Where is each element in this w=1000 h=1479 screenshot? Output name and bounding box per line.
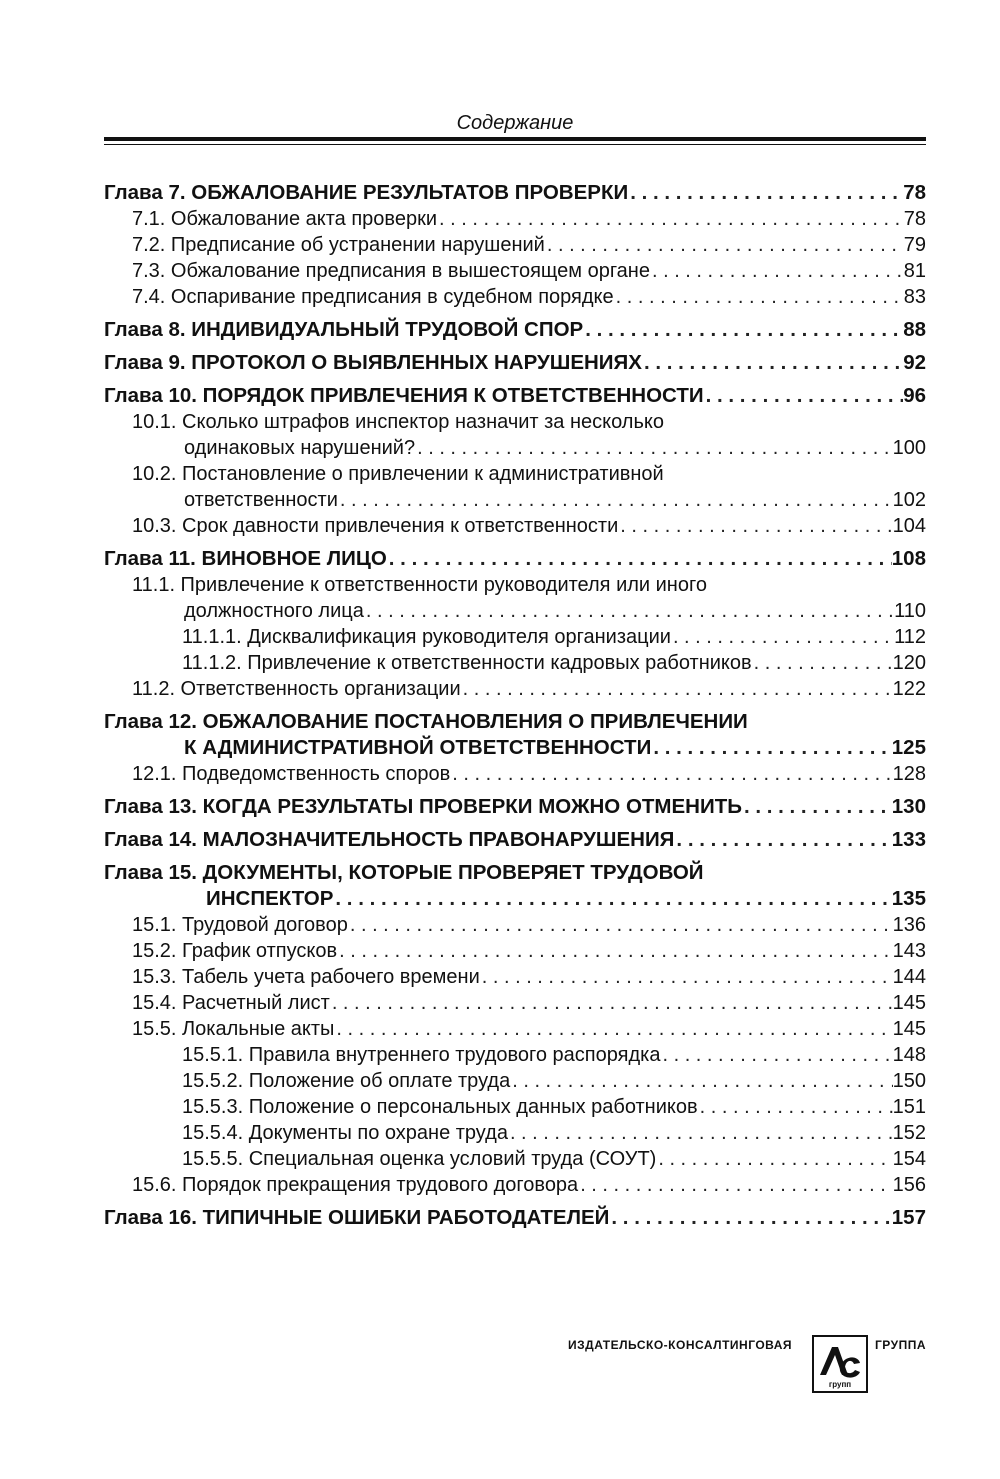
- toc-entry-subsection: [104, 1120, 926, 1146]
- toc-entry-title: Глава 10. ПОРЯДОК ПРИВЛЕЧЕНИЯ К ОТВЕТСТВЕННОСТИ: [104, 384, 704, 407]
- toc-entry-subsection: [104, 624, 926, 650]
- toc-leader-dots: [415, 435, 893, 461]
- toc-page-number: 79: [903, 234, 926, 256]
- toc-page-number: 100: [892, 437, 926, 459]
- publisher-footer: [568, 1335, 926, 1395]
- toc-entry-title: 15.4. Расчетный лист: [132, 992, 330, 1014]
- toc-leader-dots: [674, 827, 891, 853]
- toc-entry-title: 15.5.5. Специальная оценка условий труда (СОУТ): [182, 1148, 657, 1170]
- toc-entry-section: [104, 409, 926, 461]
- toc-entry-title: ответственности: [184, 489, 338, 511]
- toc-entry-section: [104, 1016, 926, 1042]
- toc-entry-title: 15.1. Трудовой договор: [132, 914, 348, 936]
- toc-page-number: 148: [892, 1044, 926, 1066]
- toc-entry-section: [104, 461, 926, 513]
- toc-page-number: 128: [892, 763, 926, 785]
- header-rule-thick: [104, 137, 926, 141]
- toc-leader-dots: [337, 938, 893, 964]
- toc-entry-title: 7.3. Обжалование предписания в вышестоящем органе: [132, 260, 650, 282]
- toc-entry-title: Глава 16. ТИПИЧНЫЕ ОШИБКИ РАБОТОДАТЕЛЕЙ: [104, 1206, 610, 1229]
- publisher-logo-icon: [812, 1335, 868, 1393]
- toc-page-number: 110: [894, 600, 926, 622]
- toc-entry-chapter: [104, 1205, 926, 1231]
- toc-entry-chapter: [104, 709, 926, 761]
- toc-entry-title: должностного лица: [184, 600, 364, 622]
- toc-page-number: 143: [892, 940, 926, 962]
- toc-leader-dots: [660, 1042, 892, 1068]
- toc-page-number: 120: [892, 652, 926, 674]
- toc-entry-section: [104, 284, 926, 310]
- svg-text:групп: групп: [828, 1380, 852, 1389]
- toc-entry-section: [104, 232, 926, 258]
- toc-leader-dots: [650, 258, 904, 284]
- toc-leader-dots: [671, 624, 894, 650]
- toc-entry-title: 15.5.3. Положение о персональных данных работников: [182, 1096, 698, 1118]
- toc-entry-title: Глава 11. ВИНОВНОЕ ЛИЦО: [104, 547, 387, 570]
- toc-leader-dots: [545, 232, 904, 258]
- toc-page-number: 122: [892, 678, 926, 700]
- toc-leader-dots: [618, 513, 892, 539]
- toc-leader-dots: [508, 1120, 893, 1146]
- table-of-contents: [104, 180, 926, 1231]
- toc-leader-dots: [609, 1205, 891, 1231]
- toc-page-number: 78: [903, 181, 926, 204]
- toc-entry-title: 10.1. Сколько штрафов инспектор назначит за несколько: [132, 411, 664, 433]
- toc-leader-dots: [742, 794, 892, 820]
- toc-leader-dots: [450, 761, 892, 787]
- publisher-label-right: ГРУППА: [874, 1338, 926, 1352]
- toc-leader-dots: [642, 350, 903, 376]
- toc-entry-title: Глава 9. ПРОТОКОЛ О ВЫЯВЛЕННЫХ НАРУШЕНИЯХ: [104, 351, 642, 374]
- toc-entry-section: [104, 572, 926, 624]
- toc-leader-dots: [651, 735, 891, 761]
- toc-leader-dots: [698, 1094, 893, 1120]
- toc-entry-title: Глава 15. ДОКУМЕНТЫ, КОТОРЫЕ ПРОВЕРЯЕТ ТРУДОВОЙ: [104, 861, 704, 884]
- toc-leader-dots: [510, 1068, 892, 1094]
- toc-entry-chapter: [104, 317, 926, 343]
- toc-page-number: 102: [892, 489, 926, 511]
- toc-leader-dots: [614, 284, 904, 310]
- page-header-title: Содержание: [456, 112, 574, 134]
- toc-page-number: 150: [892, 1070, 926, 1092]
- toc-entry-title: К АДМИНИСТРАТИВНОЙ ОТВЕТСТВЕННОСТИ: [184, 736, 652, 759]
- toc-entry-subsection: [104, 1146, 926, 1172]
- toc-leader-dots: [387, 546, 892, 572]
- toc-page-number: 125: [891, 736, 926, 759]
- toc-entry-title: 7.1. Обжалование акта проверки: [132, 208, 437, 230]
- toc-leader-dots: [330, 990, 893, 1016]
- toc-entry-title: Глава 13. КОГДА РЕЗУЛЬТАТЫ ПРОВЕРКИ МОЖНО ОТМЕНИТЬ: [104, 795, 742, 818]
- toc-page-number: 151: [892, 1096, 926, 1118]
- toc-page-number: 156: [892, 1174, 926, 1196]
- toc-page-number: 144: [892, 966, 926, 988]
- toc-entry-title: Глава 12. ОБЖАЛОВАНИЕ ПОСТАНОВЛЕНИЯ О ПРИВЛЕЧЕНИИ: [104, 710, 748, 733]
- toc-entry-title: 10.3. Срок давности привлечения к ответственности: [132, 515, 619, 537]
- toc-entry-chapter: [104, 794, 926, 820]
- toc-entry-section: [104, 258, 926, 284]
- toc-entry-title: 7.2. Предписание об устранении нарушений: [132, 234, 545, 256]
- toc-entry-section: [104, 938, 926, 964]
- toc-page-number: 133: [891, 828, 926, 851]
- publisher-label-left: ИЗДАТЕЛЬСКО-КОНСАЛТИНГОВАЯ: [568, 1338, 793, 1352]
- toc-entry-chapter: [104, 350, 926, 376]
- toc-leader-dots: [628, 180, 903, 206]
- toc-leader-dots: [333, 886, 891, 912]
- toc-entry-title: Глава 7. ОБЖАЛОВАНИЕ РЕЗУЛЬТАТОВ ПРОВЕРКИ: [104, 181, 629, 204]
- toc-entry-section: [104, 676, 926, 702]
- toc-page-number: 130: [891, 795, 926, 818]
- toc-entry-chapter: [104, 383, 926, 409]
- toc-page-number: 157: [891, 1206, 926, 1229]
- toc-page-number: 136: [892, 914, 926, 936]
- toc-entry-chapter: [104, 180, 926, 206]
- toc-leader-dots: [461, 676, 893, 702]
- toc-entry-title: 11.1.2. Привлечение к ответственности кадровых работников: [182, 652, 752, 674]
- toc-page-number: 78: [903, 208, 926, 230]
- toc-entry-title: 12.1. Подведомственность споров: [132, 763, 451, 785]
- toc-leader-dots: [578, 1172, 892, 1198]
- toc-page-number: 145: [892, 992, 926, 1014]
- toc-entry-subsection: [104, 650, 926, 676]
- toc-entry-title: одинаковых нарушений?: [184, 437, 416, 459]
- toc-page-number: 154: [892, 1148, 926, 1170]
- header-rule-thin: [104, 144, 926, 145]
- toc-page-number: 145: [892, 1018, 926, 1040]
- toc-entry-title: 11.1.1. Дисквалификация руководителя организации: [182, 626, 671, 648]
- toc-entry-subsection: [104, 1094, 926, 1120]
- toc-page-number: 81: [903, 260, 926, 282]
- toc-leader-dots: [583, 317, 903, 343]
- toc-entry-title: Глава 8. ИНДИВИДУАЛЬНЫЙ ТРУДОВОЙ СПОР: [104, 318, 584, 341]
- toc-entry-title: 11.1. Привлечение к ответственности руководителя или иного: [132, 574, 707, 596]
- toc-leader-dots: [348, 912, 893, 938]
- toc-entry-section: [104, 1172, 926, 1198]
- toc-page-number: 152: [892, 1122, 926, 1144]
- toc-entry-title: 15.3. Табель учета рабочего времени: [132, 966, 480, 988]
- toc-page-number: 96: [903, 384, 926, 407]
- toc-leader-dots: [656, 1146, 892, 1172]
- toc-entry-chapter: [104, 827, 926, 853]
- toc-entry-section: [104, 964, 926, 990]
- toc-entry-title: 15.6. Порядок прекращения трудового договора: [132, 1174, 579, 1196]
- toc-page-number: 92: [903, 351, 926, 374]
- toc-leader-dots: [437, 206, 904, 232]
- toc-leader-dots: [752, 650, 893, 676]
- toc-page-number: 112: [894, 626, 926, 648]
- toc-entry-title: 15.5.4. Документы по охране труда: [182, 1122, 508, 1144]
- toc-entry-section: [104, 990, 926, 1016]
- toc-page-number: 135: [891, 887, 926, 910]
- toc-page-number: 88: [903, 318, 926, 341]
- toc-entry-title: 7.4. Оспаривание предписания в судебном порядке: [132, 286, 614, 308]
- toc-leader-dots: [334, 1016, 892, 1042]
- toc-entry-title: 11.2. Ответственность организации: [132, 678, 461, 700]
- toc-leader-dots: [704, 383, 904, 409]
- toc-page-number: 108: [891, 547, 926, 570]
- toc-entry-title: 15.5.2. Положение об оплате труда: [182, 1070, 511, 1092]
- toc-entry-title: 15.5.1. Правила внутреннего трудового распорядка: [182, 1044, 661, 1066]
- toc-entry-chapter: [104, 546, 926, 572]
- toc-leader-dots: [338, 487, 893, 513]
- toc-entry-chapter: [104, 860, 926, 912]
- toc-entry-section: [104, 513, 926, 539]
- toc-page-number: 104: [892, 515, 926, 537]
- toc-entry-section: [104, 206, 926, 232]
- toc-leader-dots: [364, 598, 894, 624]
- toc-leader-dots: [480, 964, 893, 990]
- toc-entry-section: [104, 761, 926, 787]
- toc-entry-title: 15.2. График отпусков: [132, 940, 338, 962]
- toc-page-number: 83: [903, 286, 926, 308]
- toc-entry-subsection: [104, 1068, 926, 1094]
- toc-entry-title: 10.2. Постановление о привлечении к административной: [132, 463, 664, 485]
- toc-entry-title: 15.5. Локальные акты: [132, 1018, 335, 1040]
- toc-entry-subsection: [104, 1042, 926, 1068]
- toc-entry-title: Глава 14. МАЛОЗНАЧИТЕЛЬНОСТЬ ПРАВОНАРУШЕНИЯ: [104, 828, 675, 851]
- toc-entry-section: [104, 912, 926, 938]
- toc-entry-title: ИНСПЕКТОР: [206, 887, 334, 910]
